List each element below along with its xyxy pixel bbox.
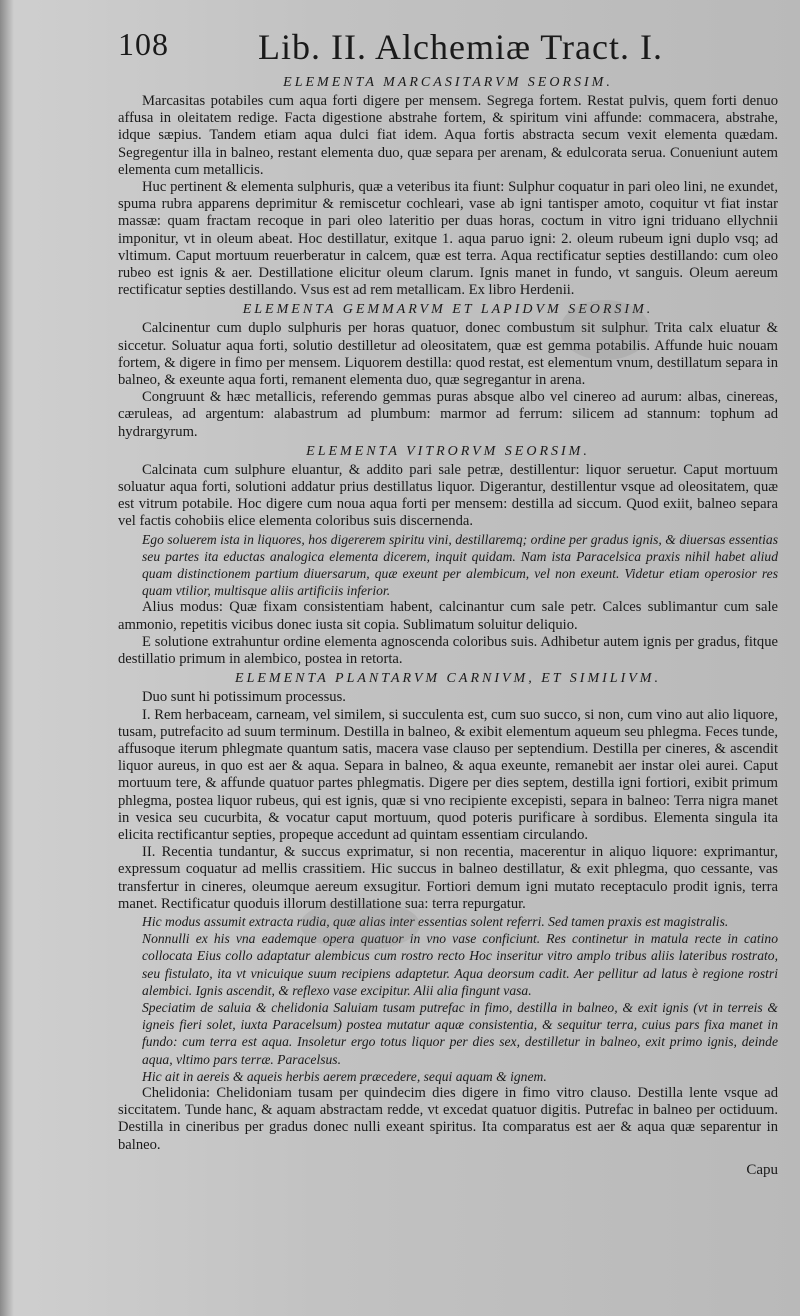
italic-note-paragraph: Nonnulli ex his vna eademque opera quatuor in vno vase conficiunt. Res continetur in matula recte in catino collocata Eius collo adaptatur alembicus cum rostro recto Hoc inseritur vitro amplo tribus aliis lateribus rostrato, seu fistulato, ita vt vnicuique suum recipiens adaptetur. Aqua deorsum cadit. Aer pellitur ad latus è regione rostri alembici. Ignis ascendit, & reflexo vase excipitur. Alii alia fingunt vasa. [142,931,778,998]
section-heading: ELEMENTA VITRORVM SEORSIM. [306,443,590,459]
section-heading: ELEMENTA MARCASITARVM SEORSIM. [283,75,613,90]
body-paragraph: Alius modus: Quæ fixam consistentiam habent, calcinantur cum sale petr. Calces sublimantur cum sale ammonio, repetitis vicibus donec iusta sit copia. Sublimatum soluitur deliquio. [118,599,778,633]
body-paragraph: E solutione extrahuntur ordine elementa agnoscenda coloribus suis. Adhibetur autem ignis per gradus, fitque destillatio primum in alembico, postea in retorta. [118,633,778,668]
body-paragraph: Marcasitas potabiles cum aqua forti digere per mensem. Segrega fortem. Restat pulvis, quem forti denuo affusa in oleitatem redige. Facta digestione abstrahe fortem, & spiritum vini affunde: commacera, abstrahe, idque sæpius. Tandem etiam aqua dulci fiat idem. Aqua fortis abstracta secum vexit elementa quædam. Segregentur illa in balneo, restant elementa duo, quæ separa per arenam, & edulcorata serua. Conueniunt autem elementa cum metallicis. [118,93,778,178]
italic-note-paragraph: Speciatim de saluia & chelidonia Saluiam tusam putrefac in fimo, destilla in balneo, & exit ignis (vt in terreis & igneis fieri solet, iuxta Paracelsum) postea mutatur aquæ consistentia, & sequitur terra, cuius pars fixa manet in fundo: cum terra est aqua. Insoletur ergo totus liquor per dies sex, destilletur in balneo, exit primo ignis, deinde aqua, vltimo pars terræ. Paracelsus. [142,999,778,1067]
section-heading: ELEMENTA PLANTARVM CARNIVM, ET SIMILIVM. [235,671,661,687]
body-paragraph: Huc pertinent & elementa sulphuris, quæ a veteribus ita fiunt: Sulphur coquatur in pari oleo lini, ne exundet, spuma rubra apparens deprimitur & remiscetur cochleari, vase ab igni tantisper amoto, coquitur vt fiat instar massæ: quam fractam recoque in pari oleo lateritio per duas horas, coctum in vitro igni triduano ellychnii imponitur, vt in oleum abeat. Hoc destillatur, exitque 1. aqua paruo igni: 2. oleum rubeum igni duplo vsq; ad vltimum. Caput mortuum reuerberatur in calcem, quæ est terra. Aqua rectificatur septies destillando: cum oleo rubeo est ignis & aer. Destillatione elicitur oleum clarum. Ignis manet in fundo, vt sanguis. Oleum aereum rectificatur septies destillando. Vsus est ad rem metallicam. Ex libro Herdenii. [118,179,778,299]
italic-note-paragraph: Ego soluerem ista in liquores, hos digererem spiritu vini, destillaremq; ordine per gradus ignis, & diuersas essentias seu partes ita eductas analogica elementa dicerem, inquit quidam. Nam ista Paracelsica praxis nihil habet aliud quam distinctionem partium diuersarum, quæ exeunt per alembicum, vel non exeunt. Videtur etiam operosior res quam vtilior, multisque aliis artificiis inferior. [142,531,778,599]
body-paragraph: II. Recentia tundantur, & succus exprimatur, si non recentia, macerentur in aliquo liquore: exprimantur, expressum coquatur ad mellis crassitiem. Hic succus in balneo destillatur, & exit phlegma, quo cessante, vas transfertur in cineres, oleumque aereum exsugitur. Fortiori demum igni mutato receptaculo prodit ignis, terra manet. Rectificatur quoduis illorum destillatione sua: terra repurgatur. [118,844,778,912]
body-paragraph: Calcinentur cum duplo sulphuris per horas quatuor, donec combustum sit sulphur. Trita calx eluatur & siccetur. Soluatur aqua forti, solutio destilletur ad oleositatem, quæ est gemma potabilis. Affunde huic nouam fortem, & digere in fimo per mensem. Liquorem destilla: quod restat, est elementum vnum, destillatum separa in balneo, & exeunte aqua forti, remanent elementa duo, quæ segregantur in arena. [118,320,778,389]
body-paragraph: Calcinata cum sulphure eluantur, & addito pari sale petræ, destillentur: liquor seruetur. Caput mortuum soluatur aqua forti, solutioni addatur prius destillatus liquor. Digerantur, destillentur vsque ad oleositatem, quæ est vitrum potabile. Hoc digere cum noua aqua forti per mensem: destilla ad siccum. Quod exiit, balneo separa vel factis cohobiis elice elementa coloribus suis discernenda. [118,461,778,530]
running-title: Lib. II. Alchemiæ Tract. I. [258,27,663,67]
page-number: 108 [118,26,169,62]
body-paragraph: Chelidonia: Chelidoniam tusam per quindecim dies digere in fimo vitro clauso. Destilla lente vsque ad siccitatem. Tunde hanc, & aquam abstractam redde, vt excedat quatuor digitis. Putrefac in balneo per octiduum. Destilla in cineribus per gradus donec nulli exeant spiritus. Ita comparatus est aer & aqua quæ separentur in balneo. [118,1084,778,1153]
running-head [118,26,778,72]
catchword: Capu [746,1161,778,1178]
section-heading: ELEMENTA GEMMARVM ET LAPIDVM SEORSIM. [242,302,654,318]
italic-note-paragraph: Hic ait in aereis & aqueis herbis aerem præcedere, sequi aquam & ignem. [142,1068,547,1084]
body-paragraph: Duo sunt hi potissimum processus. [142,689,346,706]
gutter-shadow [0,0,14,1316]
page-body [118,74,778,1154]
italic-note-paragraph: Hic modus assumit extracta rudia, quæ alias inter essentias solent referri. Sed tamen praxis est magistralis. [142,913,729,929]
body-paragraph: I. Rem herbaceam, carneam, vel similem, si succulenta est, cum suo succo, si non, cum vino aut alio liquore, tusam, putrefacito ad suum terminum. Destilla in balneo, & exibit elementum aqueum seu phlegma. Feces tunde, affusoque iterum phlegmate quantum satis, macera vase clauso per septendium. Destilla per cineres, & ascendit liquor aureus, in quo est aer & aqua. Separa in balneo, & aqua exeunte, remanebit aer instar olei aurei. Caput mortuum tere, & affunde quatuor partes phlegmatis. Digere per dies septem, destilla igni fortiori, exibit primum phlegma, postea liquor rubeus, qui est ignis, quæ si vno recipiente excepisti, separa in balneo: Terra nigra manet in vesica seu cucurbita, & vocatur caput mortuum, quod poteris purificare à sordibus. Elementa singula ita elicita rectificantur septies, propeque accedunt ad quintam essentiam circulando. [118,706,778,843]
body-paragraph: Congruunt & hæc metallicis, referendo gemmas puras absque albo vel cinereo ad aurum: albas, cinereas, cæruleas, ad argentum: alabastrum ad plumbum: marmor ad ferrum: silicem ad stannum: tophum ad hydrargyrum. [118,389,778,440]
